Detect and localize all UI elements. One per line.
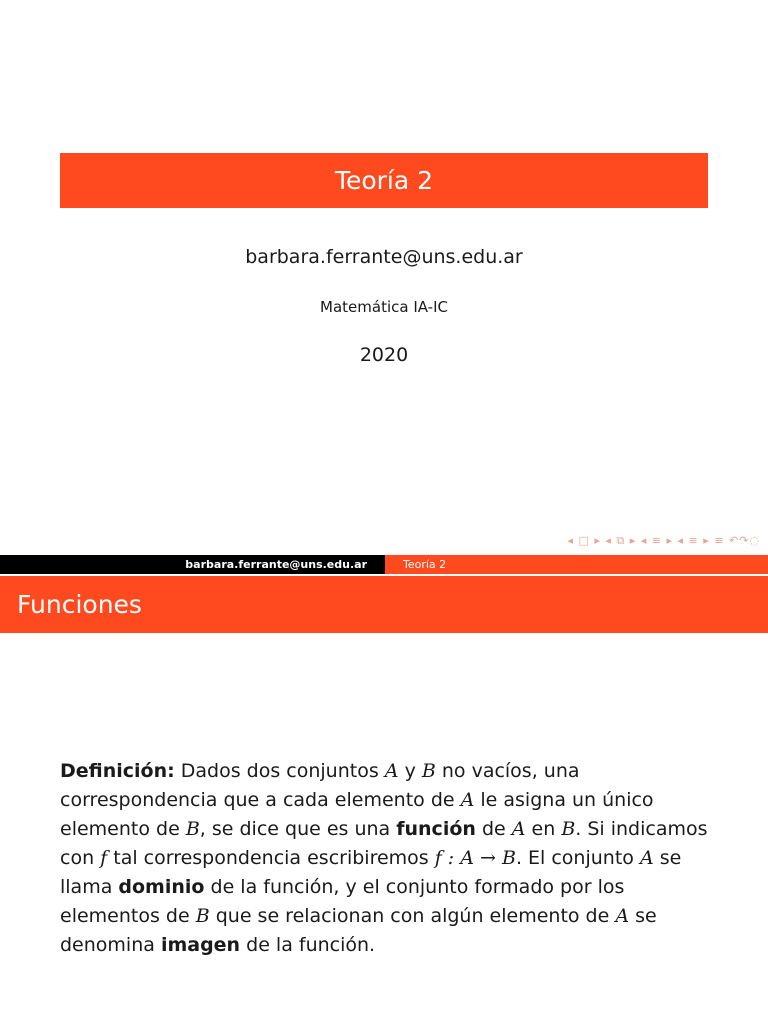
slide-title: Teoría 2 [334, 166, 434, 195]
text: de la función, y el conjunto formado por los elementos de [60, 876, 625, 927]
keyword-dominio: dominio [118, 876, 205, 898]
math-var: A [384, 760, 399, 782]
text: que se relacionan con algún elemento de [209, 905, 616, 927]
year: 2020 [359, 344, 409, 366]
text: . El conjunto [515, 847, 640, 869]
math-var: A [460, 789, 475, 811]
text: se denomina [60, 905, 657, 956]
text: Dados dos conjuntos [174, 760, 385, 782]
headline-author: barbara.ferrante@uns.edu.ar [0, 555, 385, 574]
text: en [525, 818, 562, 840]
text: tal correspondencia escribiremos [107, 847, 435, 869]
math-var: A [511, 818, 526, 840]
math-var: f [100, 847, 108, 869]
headline-bar [0, 555, 768, 574]
math-var: A [639, 847, 654, 869]
definition-block [60, 757, 720, 960]
math-var: A [615, 905, 630, 927]
keyword-funcion: función [396, 818, 476, 840]
title-box [60, 153, 708, 208]
math-var: B [421, 760, 436, 782]
author-email: barbara.ferrante@uns.edu.ar [245, 246, 523, 268]
headline-title: Teoría 2 [385, 555, 768, 574]
math-var: B [561, 818, 576, 840]
frame-title: Funciones [0, 576, 768, 633]
text: de la función. [240, 934, 376, 956]
text: le asigna un único elemento de [60, 789, 654, 840]
text: no vacíos, una correspondencia que a cada elemento de [60, 760, 580, 811]
beamer-nav-icons[interactable]: ◂ □ ▸ ◂ ⧉ ▸ ◂ ≡ ▸ ◂ ≡ ▸ ≡ ↶↷◌ [567, 534, 760, 547]
math-mapping: f : A → B [434, 847, 516, 869]
keyword-imagen: imagen [160, 934, 241, 956]
content-slide [0, 555, 768, 1024]
text: . Si indicamos con [60, 818, 708, 869]
text: , se dice que es una [199, 818, 397, 840]
text: de [475, 818, 512, 840]
math-var: B [195, 905, 210, 927]
math-var: B [185, 818, 200, 840]
text: se llama [60, 847, 682, 898]
course-name: Matemática IA-IC [320, 298, 448, 316]
definition-label: Definición: [60, 760, 175, 782]
text: y [398, 760, 422, 782]
